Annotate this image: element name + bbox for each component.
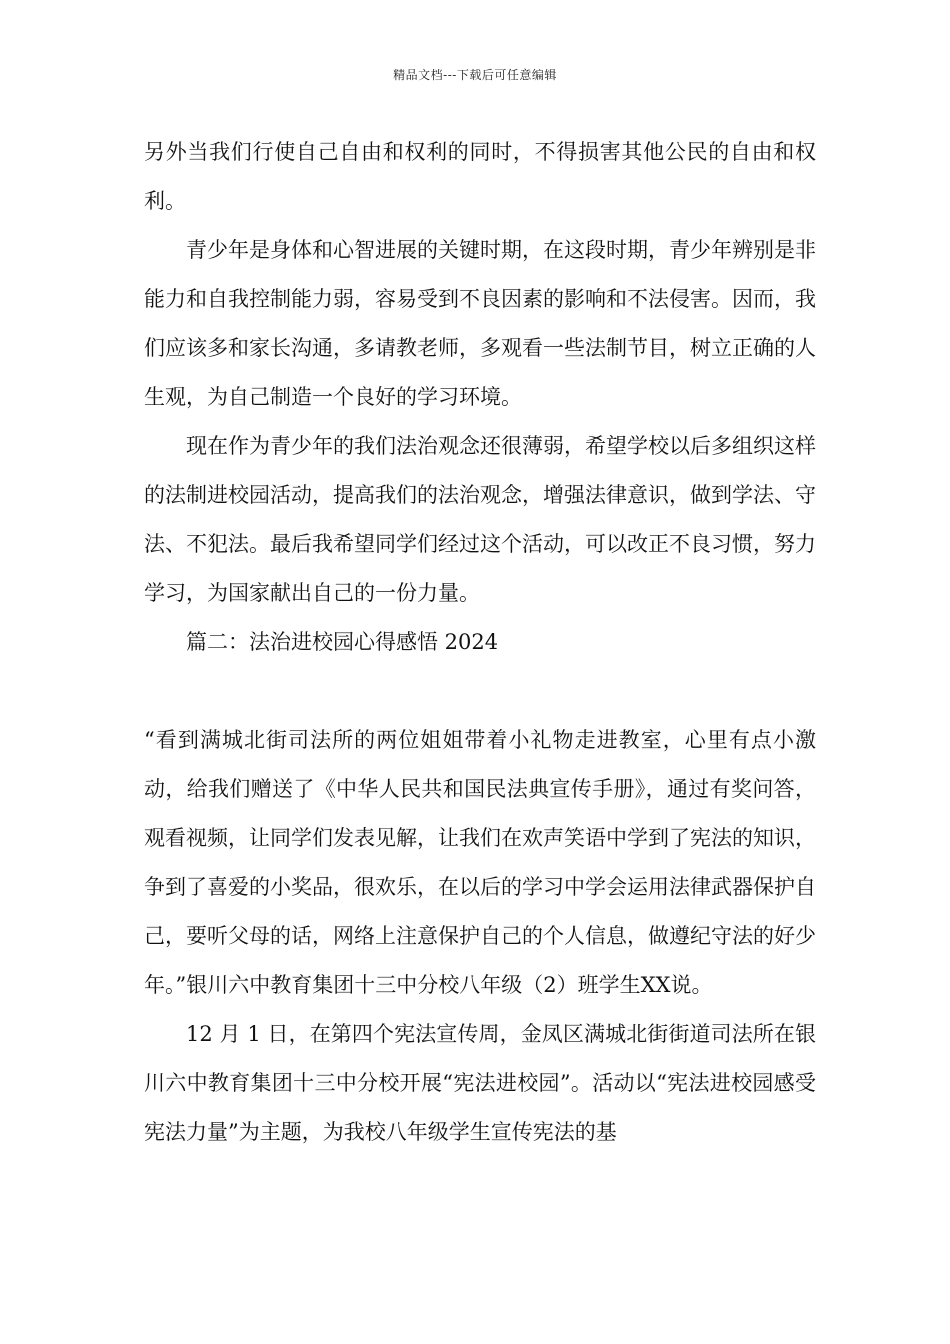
- paragraph-continuation: 另外当我们行使自己自由和权利的同时，不得损害其他公民的自由和权利。: [144, 140, 816, 213]
- paragraph-youth-development: 青少年是身体和心智进展的关键时期，在这段时期，青少年辨别是非能力和自我控制能力弱，容易受到不良因素的影响和不法侵害。因而，我们应该多和家长沟通，多请教老师，多观看一些法制节目，树立正确的人生观，为自己制造一个良好的学习环境。: [144, 238, 816, 409]
- document-body: [144, 128, 816, 1157]
- paragraph-student-quote: “看到满城北街司法所的两位姐姐带着小礼物走进教室，心里有点小激动，给我们赠送了《中华人民共和国民法典宣传手册》，通过有奖问答，观看视频，让同学们发表见解，让我们在欢声笑语中学到了宪法的知识，争到了喜爱的小奖品，很欢乐，在以后的学习中学会运用法律武器保护自己，要听父母的话，网络上注意保护自己的个人信息，做遵纪守法的好少年。”银川六中教育集团十三中分校八年级（2）班学生XX说。: [144, 728, 816, 997]
- section-title: 篇二：法治进校园心得感悟 2024: [186, 630, 499, 654]
- paragraph-event-description: 12 月 1 日，在第四个宪法宣传周，金凤区满城北街街道司法所在银川六中教育集团十三中分校开展“宪法进校园”。活动以“宪法进校园感受宪法力量”为主题，为我校八年级学生宣传宪法的基: [144, 1022, 816, 1144]
- paragraph-legal-awareness: 现在作为青少年的我们法治观念还很薄弱，希望学校以后多组织这样的法制进校园活动，提高我们的法治观念，增强法律意识，做到学法、守法、不犯法。最后我希望同学们经过这个活动，可以改正不良习惯，努力学习，为国家献出自己的一份力量。: [144, 434, 816, 605]
- page-header: 精品文档---下载后可任意编辑: [393, 68, 557, 82]
